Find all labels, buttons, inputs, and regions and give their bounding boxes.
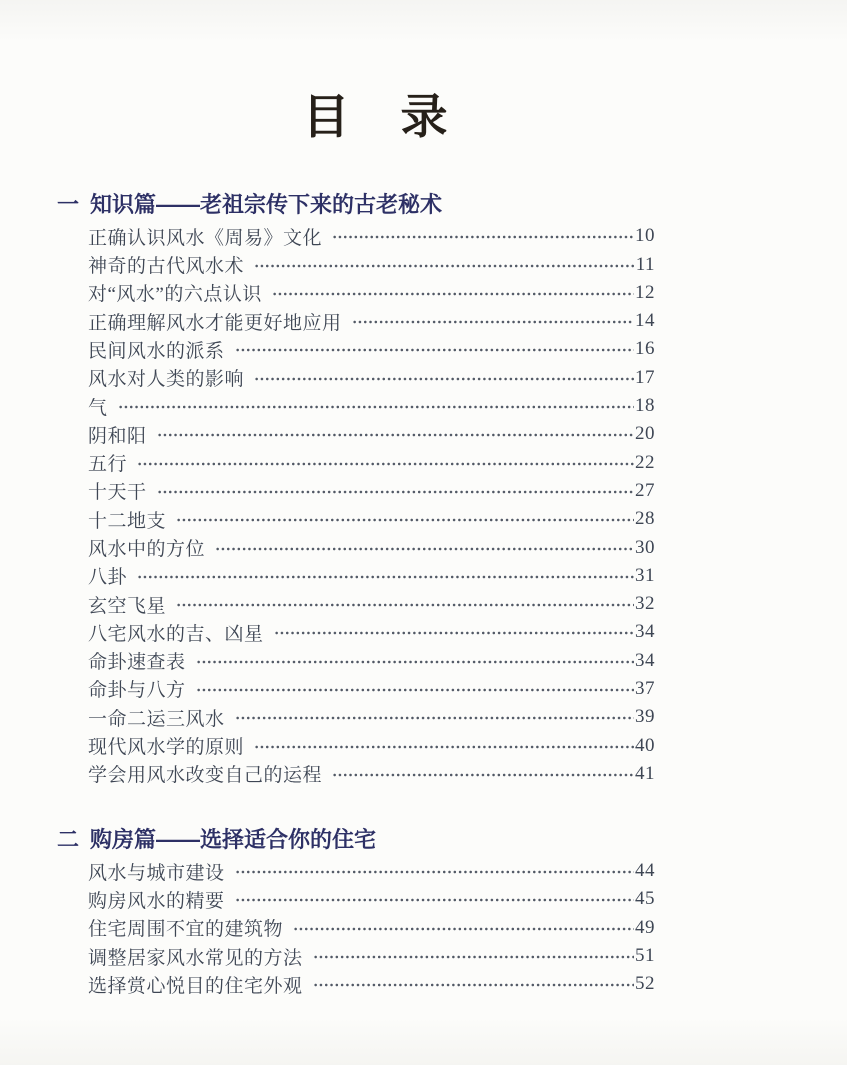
toc-entry-title: 对“风水”的六点认识 (88, 284, 262, 306)
section-title: 知识篇——老祖宗传下来的古老秘术 (90, 192, 443, 218)
toc-entry-page-number: 37 (635, 677, 655, 699)
toc-entry-title: 八宅风水的吉、凶星 (88, 623, 264, 645)
toc-entry (57, 335, 655, 363)
toc-entry (57, 562, 655, 590)
dotted-leader (176, 510, 634, 530)
dotted-leader (293, 919, 634, 939)
dotted-leader (137, 567, 634, 587)
toc-entry-page-number: 22 (635, 451, 655, 473)
toc-entry (57, 618, 655, 646)
toc-entry-page-number: 34 (635, 621, 655, 643)
toc-entry-page-number: 44 (635, 860, 655, 882)
toc-entry (57, 505, 655, 533)
toc-entry (57, 590, 655, 618)
toc-entry-title: 风水与城市建设 (88, 862, 225, 884)
toc-entry-page-number: 31 (635, 564, 655, 586)
toc-entry-page-number: 12 (635, 281, 655, 303)
toc-entry-title: 五行 (88, 454, 128, 476)
toc-entry-page-number: 20 (635, 423, 655, 445)
toc-entry-page-number: 28 (635, 508, 655, 530)
toc-entry-page-number: 51 (635, 945, 655, 967)
toc-entry-page-number: 14 (635, 310, 655, 332)
dotted-leader (137, 454, 634, 474)
toc-entry-title: 住宅周围不宜的建筑物 (88, 919, 284, 941)
section-number: 二 (57, 827, 80, 853)
toc-entry-title: 命卦与八方 (88, 680, 186, 702)
toc-entry (57, 307, 655, 335)
toc-section (57, 828, 655, 998)
toc-entry-page-number: 18 (635, 395, 655, 417)
dotted-leader (254, 369, 634, 389)
toc-entry-title: 风水中的方位 (88, 539, 206, 560)
section-entries (57, 222, 655, 788)
dotted-leader (196, 680, 634, 700)
toc-entry (57, 942, 655, 970)
dotted-leader (332, 227, 634, 247)
toc-entry-title: 十二地支 (88, 510, 167, 532)
dotted-leader (118, 397, 634, 417)
toc-entry-page-number: 16 (635, 338, 655, 360)
toc-entry-page-number: 11 (635, 253, 655, 275)
toc-entry-title: 阴和阳 (88, 425, 147, 447)
dotted-leader (274, 623, 634, 643)
dotted-leader (215, 539, 634, 559)
toc-entry (57, 250, 655, 278)
toc-entry-page-number: 45 (635, 888, 655, 910)
toc-entry-page-number: 40 (635, 734, 655, 756)
dotted-leader (157, 482, 634, 502)
section-heading (57, 828, 655, 852)
toc-entry-title: 一命二运三风水 (88, 708, 225, 730)
toc-entry (57, 647, 655, 675)
toc-entry (57, 885, 655, 913)
toc-entry-page-number: 49 (635, 916, 655, 938)
dotted-leader (176, 595, 634, 615)
toc-entry-title: 风水对人类的影响 (88, 369, 245, 391)
dotted-leader (332, 765, 634, 785)
toc-entry-page-number: 30 (635, 536, 655, 558)
dotted-leader (157, 425, 634, 445)
toc-entry (57, 279, 655, 307)
dotted-leader (313, 947, 634, 967)
section-number: 一 (57, 192, 80, 218)
toc-entry (57, 392, 655, 420)
toc-entry-page-number: 34 (635, 649, 655, 671)
toc-entry-title: 命卦速查表 (88, 652, 186, 674)
dotted-leader (235, 340, 634, 360)
toc-entry-page-number: 39 (635, 706, 655, 728)
toc-entry-title: 玄空飞星 (88, 595, 167, 617)
toc-entry-page-number: 32 (635, 593, 655, 615)
toc-entry (57, 703, 655, 731)
toc-entry (57, 477, 655, 505)
toc-section (57, 193, 655, 788)
toc-entry-title: 学会用风水改变自己的运程 (88, 765, 323, 787)
dotted-leader (254, 256, 635, 276)
toc-entry-page-number: 41 (635, 762, 655, 784)
toc-entry-title: 民间风水的派系 (88, 340, 225, 362)
toc-entry (57, 760, 655, 788)
dotted-leader (313, 975, 634, 995)
section-entries (57, 857, 655, 998)
toc-entry (57, 914, 655, 942)
toc-entry-title: 气 (88, 397, 108, 419)
toc-sections (57, 193, 655, 998)
toc-entry-page-number: 27 (635, 479, 655, 501)
toc-entry-title: 选择赏心悦目的住宅外观 (88, 975, 303, 997)
toc-entry-page-number: 52 (635, 973, 655, 995)
page-title: 目 录 (302, 90, 450, 143)
dotted-leader (272, 284, 634, 304)
toc-entry (57, 448, 655, 476)
dotted-leader (235, 890, 634, 910)
toc-entry (57, 675, 655, 703)
dotted-leader (196, 652, 634, 672)
toc-entry-title: 十天干 (88, 482, 147, 504)
toc-entry (57, 970, 655, 998)
toc-entry (57, 533, 655, 561)
toc-entry-title: 正确认识风水《周易》文化 (88, 227, 323, 249)
toc-entry (57, 420, 655, 448)
toc-entry (57, 731, 655, 759)
toc-entry-title: 正确理解风水才能更好地应用 (88, 312, 342, 334)
toc-entry (57, 222, 655, 250)
dotted-leader (254, 737, 634, 757)
toc-entry-title: 调整居家风水常见的方法 (88, 947, 303, 969)
section-heading (57, 193, 655, 217)
toc-entry-title: 神奇的古代风水术 (88, 256, 245, 278)
dotted-leader (235, 862, 634, 882)
dotted-leader (235, 708, 634, 728)
toc-entry (57, 364, 655, 392)
toc-entry-page-number: 17 (635, 366, 655, 388)
toc-entry-title: 现代风水学的原则 (88, 737, 245, 759)
toc-entry (57, 857, 655, 885)
toc-entry-title: 购房风水的精要 (88, 890, 225, 912)
toc-entry-page-number: 10 (635, 225, 655, 247)
dotted-leader (352, 312, 634, 332)
section-title: 购房篇——选择适合你的住宅 (90, 827, 377, 853)
toc-entry-title: 八卦 (88, 567, 128, 589)
